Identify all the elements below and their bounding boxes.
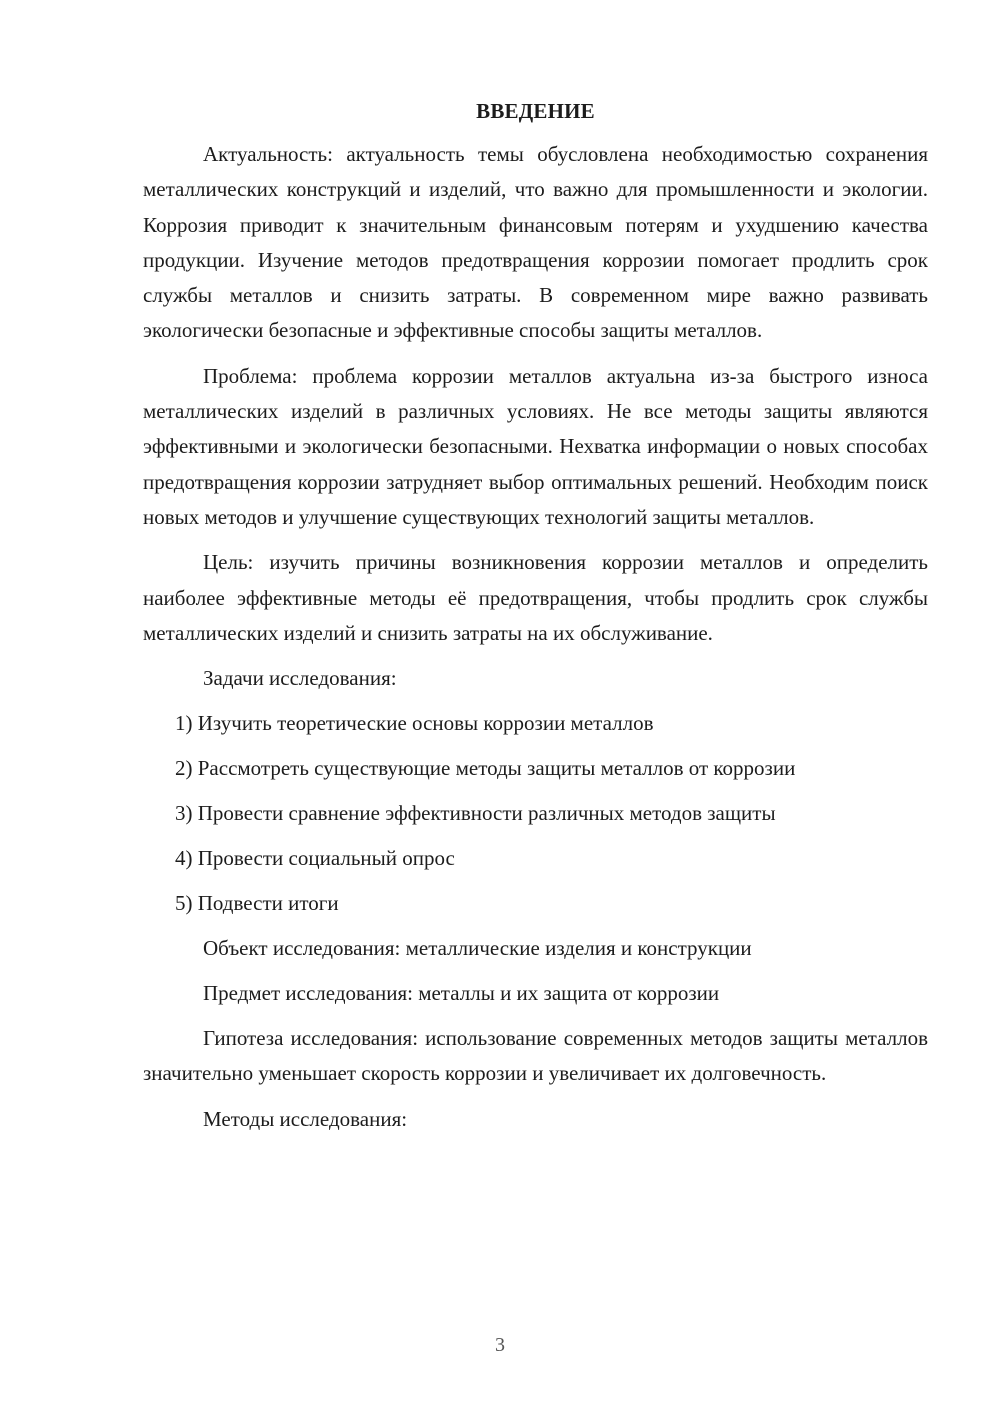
research-subject: Предмет исследования: металлы и их защита от коррозии [203,981,720,1006]
research-object: Объект исследования: металлические изделия и конструкции [203,936,752,961]
task-item: 4) Провести социальный опрос [175,846,455,871]
page-title: ВВЕДЕНИЕ [476,99,595,123]
page-content [143,94,928,1147]
task-item: 1) Изучить теоретические основы коррозии металлов [175,711,654,736]
tasks-heading: Задачи исследования: [203,666,397,691]
page-number: 3 [495,1334,505,1356]
goal-paragraph: Цель: изучить причины возникновения коррозии металлов и определить наиболее эффективные методы её предотвращения, чтобы продлить срок службы металлических изделий и снизить затраты на их обслуживание. [143,550,928,645]
methods-heading: Методы исследования: [203,1106,408,1131]
hypothesis-paragraph: Гипотеза исследования: использование современных методов защиты металлов значительно уменьшает скорость коррозии и увеличивает их долговечность. [143,1026,928,1086]
tasks-list [143,706,928,921]
task-item: 3) Провести сравнение эффективности различных методов защиты [175,801,776,826]
task-item: 5) Подвести итоги [175,891,339,916]
relevance-paragraph: Актуальность: актуальность темы обусловлена необходимостью сохранения металлических конструкций и изделий, что важно для промышленности и экологии. Коррозия приводит к значительным финансовым потерям и ухудшению качества продукции. Изучение методов предотвращения коррозии помогает продлить срок службы металлов и снизить затраты. В современном мире важно развивать экологически безопасные и эффективные способы защиты металлов. [143,142,928,343]
problem-paragraph: Проблема: проблема коррозии металлов актуальна из-за быстрого износа металлических изделий в различных условиях. Не все методы защиты являются эффективными и экологически безопасными. Нехватка информации о новых способах предотвращения коррозии затрудняет выбор оптимальных решений. Необходим поиск новых методов и улучшение существующих технологий защиты металлов. [143,363,928,529]
task-item: 2) Рассмотреть существующие методы защиты металлов от коррозии [175,756,796,781]
